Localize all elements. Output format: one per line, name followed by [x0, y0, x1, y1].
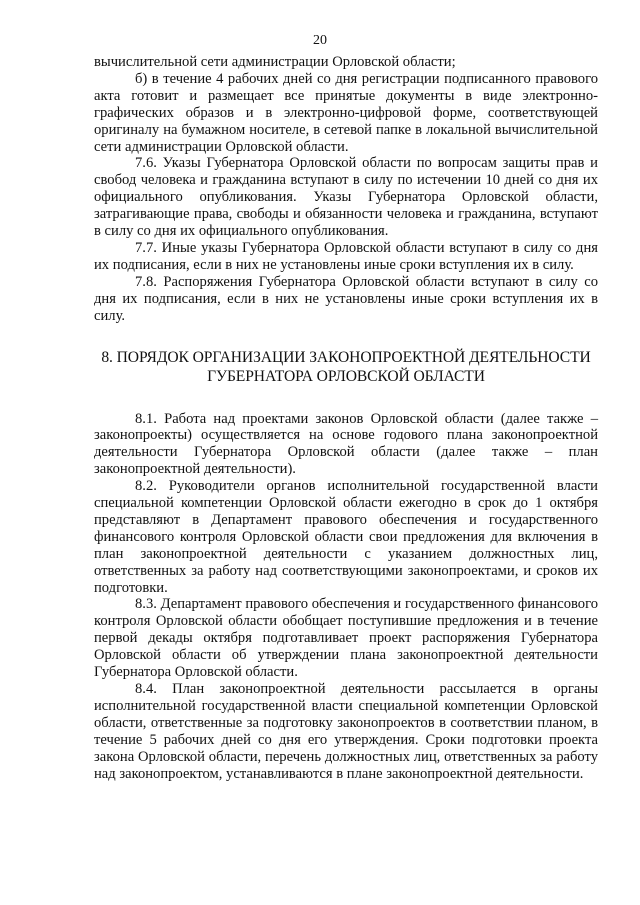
paragraph-8-4: 8.4. План законопроектной деятельности рассылается в органы исполнительной государственной власти специальной компетенции Орловской области, ответственные за подготовку законопроектов в соответствии планом, в течение 5 рабочих дней со дня его утверждения. Сроки подготовки проекта закона Орловской области, перечень должностных лиц, ответственных за работу над законопроектом, устанавливаются в плане законопроектной деятельности.	[94, 681, 598, 782]
page-number: 20	[313, 33, 327, 48]
paragraph-item-b: б) в течение 4 рабочих дней со дня регистрации подписанного правового акта готовит и размещает все принятые документы в виде электронно-графических образов и в электронно-цифровой форме, соответствующей оригиналу на бумажном носителе, в сетевой папке в локальной вычислительной сети администрации Орловской области.	[94, 70, 598, 155]
paragraph-7-6: 7.6. Указы Губернатора Орловской области по вопросам защиты прав и свобод человека и гражданина вступают в силу по истечении 10 дней со дня их официального опубликования. Указы Губернатора Орловской области, затрагивающие права, свободы и обязанности человека и гражданина, вступают в силу со дня их официального опубликования.	[94, 155, 598, 240]
paragraph-8-3: 8.3. Департамент правового обеспечения и государственного финансового контроля Орловской области обобщает поступившие предложения и в течение первой декады октября подготавливает проект распоряжения Губернатора Орловской области об утверждении плана законопроектной деятельности Губернатора Орловской области.	[94, 596, 598, 681]
paragraph-8-1: 8.1. Работа над проектами законов Орловской области (далее также – законопроекты) осуществляется на основе годового плана законопроектной деятельности Губернатора Орловской области (далее также – план законопроектной деятельности).	[94, 410, 598, 478]
section-heading-line-1: 8. ПОРЯДОК ОРГАНИЗАЦИИ ЗАКОНОПРОЕКТНОЙ ДЕЯТЕЛЬНОСТИ	[101, 348, 591, 366]
section-heading-line-2: ГУБЕРНАТОРА ОРЛОВСКОЙ ОБЛАСТИ	[207, 367, 485, 385]
section-heading	[94, 348, 598, 386]
document-body	[94, 54, 598, 782]
paragraph-8-2: 8.2. Руководители органов исполнительной государственной власти специальной компетенции Орловской области ежегодно в срок до 1 октября представляют в Департамент правового обеспечения и государственного финансового контроля Орловской области свои предложения для включения в план законопроектной деятельности с указанием должностных лиц, ответственных за работу над соответствующими законопроектами, и сроков их подготовки.	[94, 478, 598, 596]
paragraph-7-8: 7.8. Распоряжения Губернатора Орловской области вступают в силу со дня их подписания, если в них не установлены иные сроки вступления их в силу.	[94, 273, 598, 324]
paragraph-continuation: вычислительной сети администрации Орловской области;	[94, 54, 456, 70]
paragraph-7-7: 7.7. Иные указы Губернатора Орловской области вступают в силу со дня их подписания, если в них не установлены иные сроки вступления их в силу.	[94, 239, 598, 273]
